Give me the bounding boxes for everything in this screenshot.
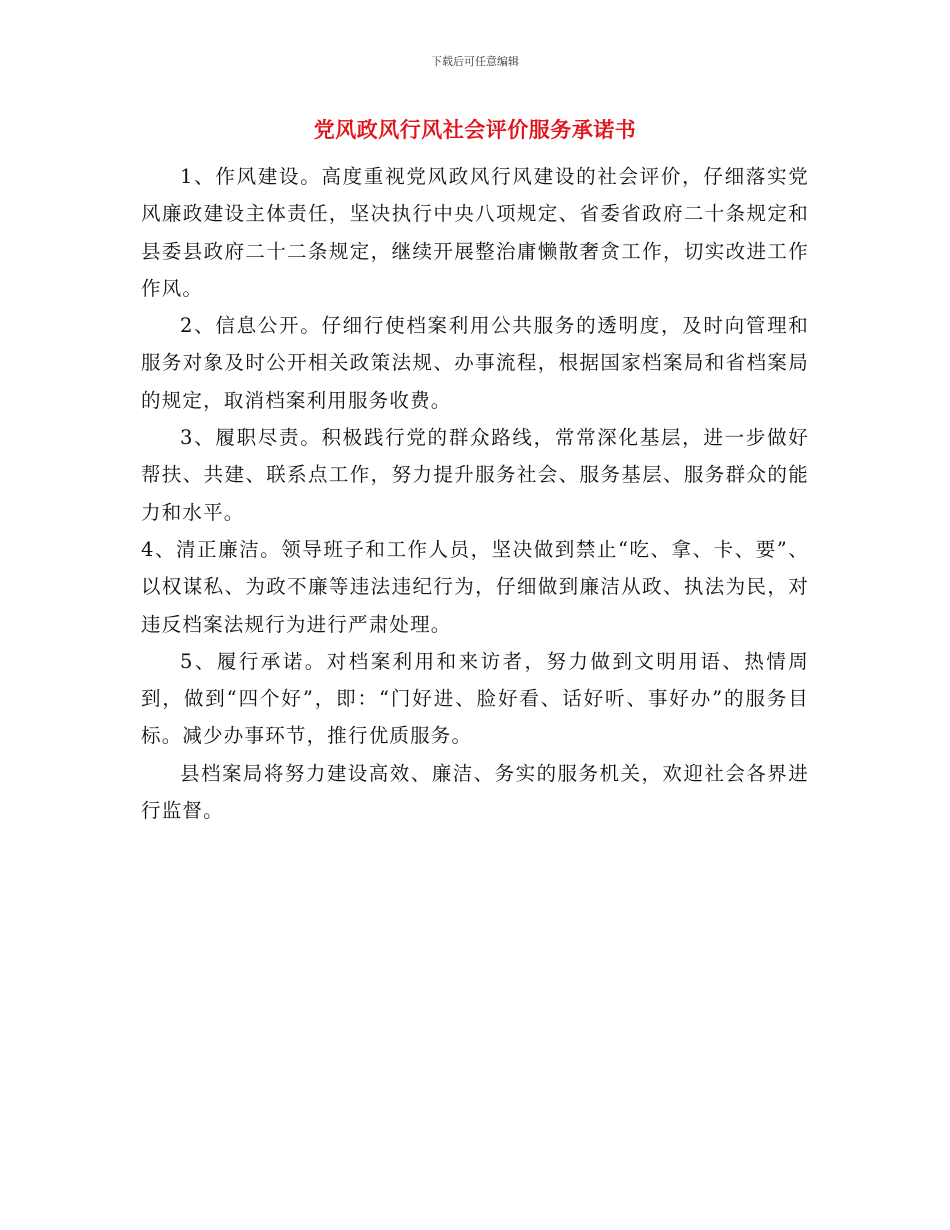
- paragraph-work-style: 1、作风建设。高度重视党风政风行风建设的社会评价，仔细落实党风廉政建设主体责任，坚决执行中央八项规定、省委省政府二十条规定和县委县政府二十二条规定，继续开展整治庸懒散奢贪工作，切实改进工作作风。: [141, 165, 809, 300]
- document-title: 党风政风行风社会评价服务承诺书: [313, 118, 637, 142]
- paragraph-integrity: 4、清正廉洁。领导班子和工作人员，坚决做到禁止“吃、拿、卡、要”、以权谋私、为政不廉等违法违纪行为，仔细做到廉洁从政、执法为民，对违反档案法规行为进行严肃处理。: [141, 537, 809, 636]
- document-body: [141, 158, 809, 829]
- paragraph-commitment: 5、履行承诺。对档案利用和来访者，努力做到文明用语、热情周到，做到“四个好”，即：“门好进、脸好看、话好听、事好办”的服务目标。减少办事环节，推行优质服务。: [141, 649, 809, 748]
- paragraph-closing: 县档案局将努力建设高效、廉洁、务实的服务机关，欢迎社会各界进行监督。: [141, 761, 809, 823]
- page-header-note: 下载后可任意编辑: [431, 55, 519, 68]
- paragraph-information-disclosure: 2、信息公开。仔细行使档案利用公共服务的透明度，及时向管理和服务对象及时公开相关政策法规、办事流程，根据国家档案局和省档案局的规定，取消档案利用服务收费。: [141, 314, 809, 412]
- paragraph-duty-fulfillment: 3、履职尽责。积极践行党的群众路线，常常深化基层，进一步做好帮扶、共建、联系点工作，努力提升服务社会、服务基层、服务群众的能力和水平。: [141, 426, 809, 524]
